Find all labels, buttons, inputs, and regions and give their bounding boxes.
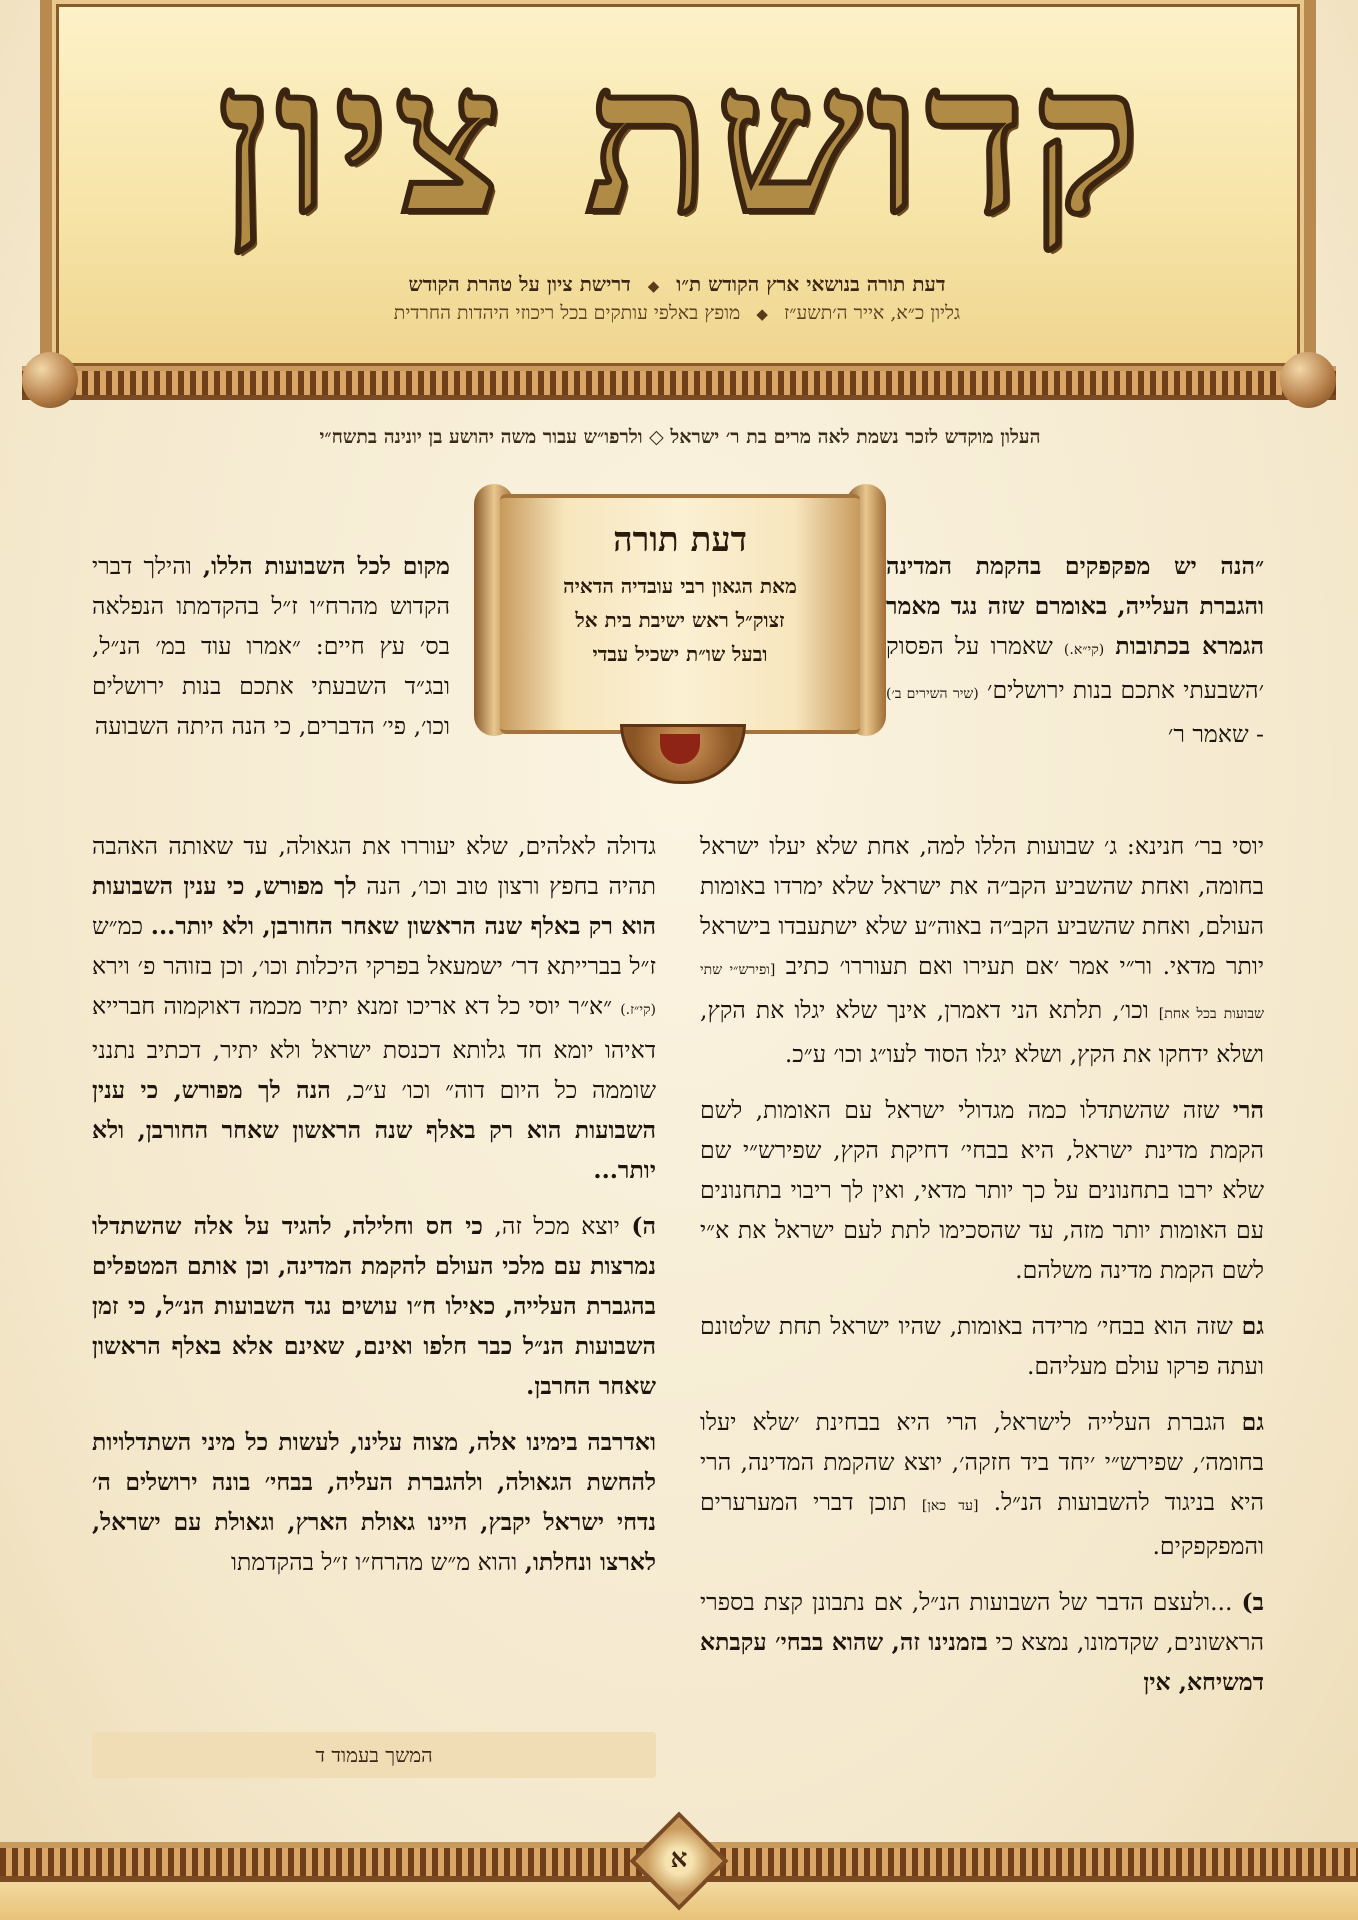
right-p5-a: ...ולעצם הדבר של השבועות הנ״ל, אם נתבונן קצת בספרי הראשונים, שקדמונו, נמצא כי	[700, 1588, 1264, 1656]
subtitle-2-part-a: גליון כ״א, אייר ה׳תשע״ז	[783, 302, 961, 324]
masthead-subtitle-2	[102, 302, 1252, 325]
paragraph-lead: הרי	[1232, 1096, 1264, 1124]
left-column-top	[92, 546, 450, 762]
left-p3-b: והוא מ״ש מהרח״ו ז״ל בהקדמתו	[230, 1548, 518, 1576]
source-ref: (קי״א.)	[1063, 642, 1105, 658]
continued-note: המשך בעמוד ד	[92, 1732, 656, 1778]
paragraph-lead: ב)	[1241, 1588, 1264, 1616]
paragraph-lead: ואדרבה	[587, 1428, 656, 1456]
dedication-line: העלון מוקדש לזכר נשמת לאה מרים בת ר׳ ישראל ◇ ולרפו״ש עבור משה יהושע בן יונינה בתשח״י	[319, 426, 1041, 448]
left-top-text: והילך דברי הקדוש מהרח״ו ז״ל בהקדמתו הנפלאה בס׳ עץ חיים: ״אמרו עוד במ׳ הנ״ל, ובג״ד השבעתי אתכם בנות ירושלים וכו׳, פי׳ הדברים, כי הנה היתה השבועה	[92, 552, 450, 740]
left-p1-b: לך מפורש, כי ענין השבועות הוא רק באלף שנה הראשון שאחר החורבן, ולא יותר...	[92, 872, 656, 940]
right-p4: הגברת העלייה לישראל, הרי היא בבחינת ׳שלא יעלו בחומה׳, שפירש״י ׳יחד ביד חזקה׳, יוצא שהקמת המדינה, הרי היא בניגוד להשבועות הנ״ל.	[700, 1408, 1264, 1516]
left-p1-e: הנה לך מפורש, כי ענין השבועות הוא רק באלף שנה הראשון שאחר החורבן, ולא יותר...	[92, 1076, 656, 1184]
paragraph-lead: גם	[1241, 1408, 1264, 1436]
diamond-icon: ◆	[647, 277, 660, 295]
masthead-rail	[22, 366, 1336, 400]
masthead-subtitle-1	[102, 272, 1252, 297]
paragraph-lead: ה)	[631, 1212, 656, 1240]
left-p3: בימינו אלה, מצוה עלינו, לעשות כל מיני השתדלויות להחשת הגאולה, ולהגברת העליה, בבחי׳ בונה ירושלים ה׳ נדחי ישראל יקבץ, היינו גאולת הארץ, וגאולת עם ישראל, לארצו ונחלתו,	[92, 1428, 656, 1576]
scroll-heading: דעת תורה	[613, 520, 747, 560]
left-p1-d: ״א״ר יוסי כל דא אריכו זמנא יתיר מכמה דאוקמוה חברייא דאיהו יומא חד גלותא דכנסת ישראל ולא יתיר, דכתיב נתנני שוממה כל היום דוה״ וכו׳ ע״כ,	[92, 992, 656, 1104]
scroll-line-2: זצוק״ל ראש ישיבת בית אל	[575, 608, 785, 632]
diamond-icon: ◆	[756, 305, 768, 323]
scroll-line-1: מאת הגאון רבי עובדיה הדאיה	[563, 574, 797, 598]
left-p2-a: יוצא מכל זה,	[494, 1212, 620, 1240]
masthead-title: קדושת ציון	[217, 19, 1147, 260]
source-ref: [ופירש״י שתי שבועות בכל אחת]	[700, 962, 1264, 1022]
scroll-line-3: ובעל שו״ת ישכיל עבדי	[592, 642, 768, 666]
right-top-text-3: - שאמר ר׳	[1167, 720, 1264, 748]
left-p1-c: כמ״ש ז״ל בברייתא דר׳ ישמעאל בפרקי היכלות וכו׳, וכן בזוהר פ׳ וירא	[92, 912, 656, 980]
scroll-banner	[470, 478, 890, 788]
right-p1-a: יוסי בר׳ חנינא: ג׳ שבועות הללו למה, אחת שלא יעלו ישראל בחומה, ואחת שהשביע הקב״ה את ישראל שלא ימרדו באומות העולם, ואחת שהשביע הקב״ה באוה״ע שלא ישתעבדו בישראל יותר מדאי. ור״י אמר ׳אם תעירו ואם תעוררו׳ כתיב	[700, 832, 1264, 980]
subtitle-1-part-b: דרישת ציון על טהרת הקודש	[408, 272, 631, 296]
left-p1-a: גדולה לאלהים, שלא יעוררו את הגאולה, עד שאותה האהבה תהיה בחפץ ורצון טוב וכו׳, הנה	[92, 832, 656, 900]
left-top-bold: מקום לכל השבועות הללו,	[202, 552, 450, 580]
frame-knob-icon	[1280, 352, 1336, 408]
frame-knob-icon	[22, 352, 78, 408]
right-column-top	[886, 546, 1264, 770]
left-column-main	[92, 826, 656, 1598]
right-p4-b: תוכן דברי המערערים והמפקפקים.	[700, 1488, 1264, 1560]
masthead	[22, 0, 1336, 415]
right-p1-b: וכו׳, תלתא הני דאמרן, אינך שלא יגלו את הקץ, ושלא ידחקו את הקץ, ושלא יגלו הסוד לעו״ג וכו׳ ע״כ.	[700, 996, 1264, 1068]
paragraph-lead: גם	[1241, 1312, 1264, 1340]
right-p5-b: בזמנינו זה, שהוא בבחי׳ עקבתא דמשיחא, אין	[700, 1628, 1264, 1696]
left-p2-b: כי חס וחלילה, להגיד על אלה שהשתדלו נמרצות עם מלכי העולם להקמת המדינה, וכן אותם המטפלים בהגברת העלייה, כאילו ח״ו עושים נגד השבועות הנ״ל, כי זמן השבועות הנ״ל כבר חלפו ואינם, שאינם אלא באלף הראשון שאחר החרבן.	[92, 1212, 656, 1400]
subtitle-2-part-b: מופץ באלפי עותקים בכל ריכוזי היהדות החרדית	[393, 302, 741, 324]
right-p2: שזה שהשתדלו כמה מגדולי ישראל עם האומות, לשם הקמת מדינת ישראל, היא בבחי׳ דחיקת הקץ, שפירש״י שם שלא ירבו בתחנונים על כך יותר מדאי, ואין לך ריבוי בתחנונים עם האומות יותר מזה, עד שהסכימו לתת לעם ישראל את א״י לשם הקמת מדינה משלהם.	[700, 1096, 1264, 1284]
right-p3: שזה הוא בבחי׳ מרידה באומות, שהיו ישראל תחת שלטונם ועתה פרקו עולם מעליהם.	[700, 1312, 1264, 1380]
source-ref: (שיר השירים ב׳)	[886, 686, 979, 702]
source-ref: (קי״ז.)	[620, 1002, 656, 1018]
source-ref: [עד כאן]	[921, 1498, 979, 1514]
page-number: א	[670, 1844, 688, 1874]
right-column-main	[700, 826, 1264, 1718]
subtitle-1-part-a: דעת תורה בנושאי ארץ הקודש ת״ו	[676, 272, 946, 296]
right-top-text: ״הנה יש מפקפקים בהקמת המדינה והגברת העלייה, באומרם שזה נגד מאמר הגמרא בכתובות	[886, 552, 1264, 660]
right-top-text-2: שאמרו על הפסוק ׳השבעתי אתכם בנות ירושלים׳	[886, 632, 1264, 704]
